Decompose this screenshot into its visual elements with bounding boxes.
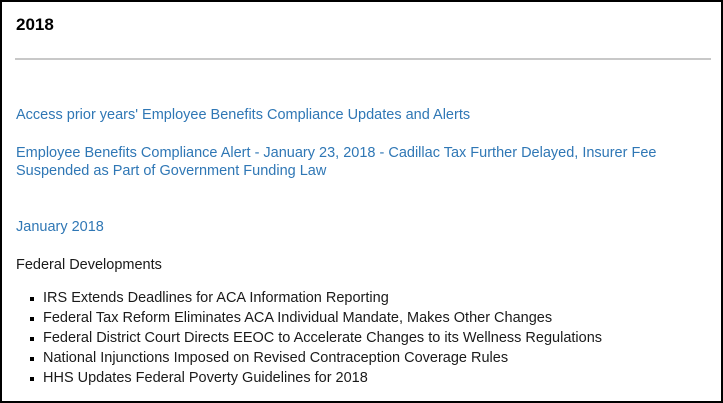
prior-years-link[interactable]: Access prior years' Employee Benefits Compliance Updates and Alerts <box>16 107 471 123</box>
list-item-text: National Injunctions Imposed on Revised Contraception Coverage Rules <box>43 350 509 366</box>
bullet-icon <box>30 297 34 301</box>
bullet-icon <box>30 317 34 321</box>
list-item <box>16 288 602 308</box>
month-heading: January 2018 <box>16 219 104 235</box>
bullet-icon <box>30 337 34 341</box>
list-item-text: HHS Updates Federal Poverty Guidelines for 2018 <box>43 370 368 386</box>
list-item-text: Federal Tax Reform Eliminates ACA Individual Mandate, Makes Other Changes <box>43 310 553 326</box>
compliance-alert-link[interactable]: Employee Benefits Compliance Alert - January 23, 2018 - Cadillac Tax Further Delayed, Insurer Fee Suspended as Part of Government Funding Law <box>16 145 657 179</box>
list-item <box>16 308 602 328</box>
title-divider <box>15 58 711 60</box>
bullet-icon <box>30 357 34 361</box>
list-item <box>16 368 602 388</box>
list-item <box>16 328 602 348</box>
page-title: 2018 <box>16 15 54 34</box>
list-item-text: IRS Extends Deadlines for ACA Information Reporting <box>43 290 389 306</box>
federal-developments-heading: Federal Developments <box>16 257 162 273</box>
federal-developments-list <box>16 288 602 388</box>
bullet-icon <box>30 377 34 381</box>
list-item-text: Federal District Court Directs EEOC to Accelerate Changes to its Wellness Regulations <box>43 330 603 346</box>
list-item <box>16 348 602 368</box>
